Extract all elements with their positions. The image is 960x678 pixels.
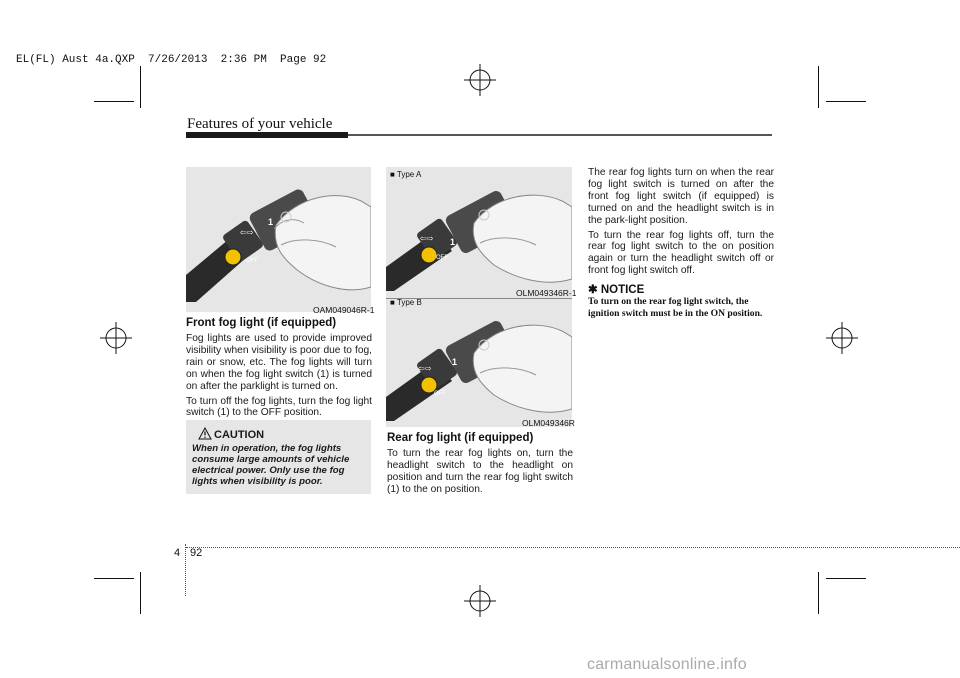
switch-position-1-label: 1 <box>450 237 456 247</box>
registration-mark-icon <box>464 64 496 96</box>
print-slug: EL(FL) Aust 4a.QXP 7/26/2013 2:36 PM Page 92 <box>16 54 327 66</box>
crop-mark <box>818 572 819 614</box>
front-fog-body <box>186 333 372 422</box>
paragraph: To turn off the fog lights, turn the fog light switch (1) to the OFF position. <box>186 395 372 419</box>
switch-off-label: OFF <box>246 258 258 264</box>
svg-text:⇦⇨: ⇦⇨ <box>240 228 254 237</box>
svg-text:⇦⇨: ⇦⇨ <box>418 364 432 373</box>
notice-title: ✱ NOTICE <box>588 284 645 296</box>
crop-mark <box>94 578 134 579</box>
chapter-number: 4 <box>174 547 181 559</box>
paragraph: The rear fog lights turn on when the rear fog light switch is turned on after the front fog light switch (if equipped) is turned on and the headlight switch is in the park-light position. <box>588 167 774 226</box>
fog-light-stalk-illustration <box>186 167 371 312</box>
crop-mark <box>140 66 141 108</box>
fog-light-stalk-illustration <box>386 167 572 299</box>
figure-code: OLM049346R <box>522 418 575 428</box>
rear-fog-type-a-figure <box>386 167 572 299</box>
switch-off-label: OFF <box>436 255 448 261</box>
crop-mark <box>94 101 134 102</box>
rear-fog-heading: Rear fog light (if equipped) <box>387 432 534 444</box>
registration-mark-icon <box>464 585 496 617</box>
crop-mark <box>826 101 866 102</box>
crop-mark <box>818 66 819 108</box>
section-title: Features of your vehicle <box>187 116 333 132</box>
right-column-body <box>588 167 774 280</box>
front-fog-switch-figure <box>186 167 371 312</box>
crop-mark <box>140 572 141 614</box>
warning-triangle-icon <box>198 427 212 440</box>
notice-text: To turn on the rear fog light switch, the ignition switch must be in the ON position. <box>588 296 763 319</box>
footer-dotted-rule <box>186 547 960 548</box>
fog-light-stalk-illustration <box>386 299 572 427</box>
figure-code: OAM049046R-1 <box>313 305 375 315</box>
switch-position-1-label: 1 <box>452 357 458 367</box>
caution-text: When in operation, the fog lights consume large amounts of vehicle electrical power. Only use the fog lights when visibility is poor. <box>192 443 350 487</box>
paragraph: To turn the rear fog lights off, turn the rear fog light switch to the on position again or turn the headlight switch off or front fog light switch off. <box>588 229 774 277</box>
registration-mark-icon <box>100 322 132 354</box>
rear-fog-type-b-figure <box>386 299 572 427</box>
switch-position-1-label: 1 <box>268 217 274 227</box>
header-accent-bar <box>186 132 348 138</box>
paragraph: To turn the rear fog lights on, turn the headlight switch to the headlight on position and turn the rear fog light switch (1) to the on position. <box>387 448 573 495</box>
switch-off-label: OFF <box>434 391 446 397</box>
rear-fog-body <box>387 448 573 499</box>
paragraph: Fog lights are used to provide improved visibility when visibility is poor due to fog, rain or snow, etc. The fog lights will turn on when the fog light switch (1) is turned on after the parklight is turned on. <box>186 333 372 392</box>
svg-text:⇦⇨: ⇦⇨ <box>420 234 434 243</box>
type-a-label: ■ Type A <box>390 170 422 179</box>
caution-box <box>186 420 371 494</box>
figure-code: OLM049346R-1 <box>516 288 577 298</box>
front-fog-heading: Front fog light (if equipped) <box>186 317 337 329</box>
caution-title: CAUTION <box>214 429 265 441</box>
page-number: 92 <box>190 547 203 559</box>
crop-mark <box>826 578 866 579</box>
footer-vertical-rule <box>185 544 186 596</box>
registration-mark-icon <box>826 322 858 354</box>
type-b-label: ■ Type B <box>390 298 422 307</box>
watermark: carmanualsonline.info <box>587 656 747 673</box>
